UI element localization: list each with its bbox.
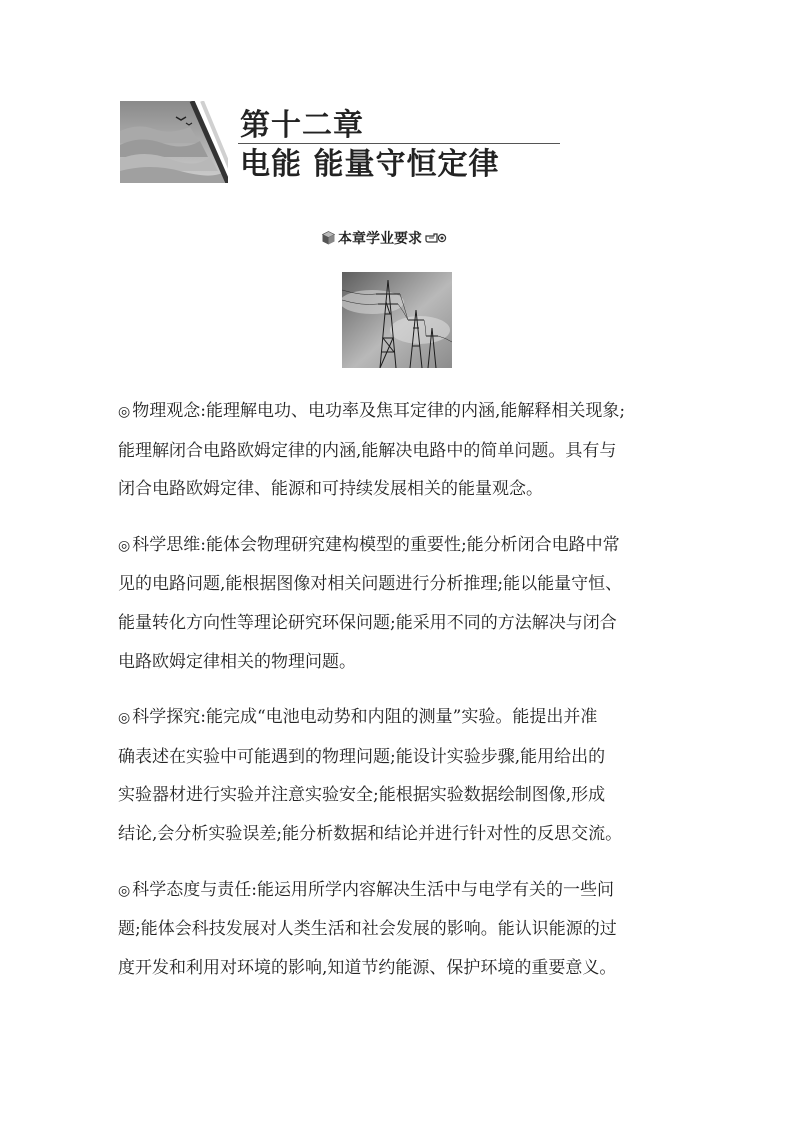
cube-icon	[322, 231, 335, 245]
requirements-list	[118, 392, 698, 1004]
requirement-line: ◎ 科学探究:能完成“电池电动势和内阻的测量”实验。能提出并准	[118, 707, 598, 728]
requirement-line: 题;能体会科技发展对人类生活和社会发展的影响。能认识能源的过	[118, 919, 617, 940]
requirement-section-scientific-inquiry	[118, 698, 698, 853]
landscape-banner-image	[120, 101, 228, 183]
requirement-line: 度开发和利用对环境的影响,知道节约能源、保护环境的重要意义。	[118, 957, 617, 978]
requirement-line: 实验器材进行实验并注意实验安全;能根据实验数据绘制图像,形成	[118, 785, 606, 806]
requirement-line: 电路欧姆定律相关的物理问题。	[118, 651, 356, 672]
requirement-line: 闭合电路欧姆定律、能源和可持续发展相关的能量观念。	[118, 479, 543, 500]
bullet-icon: ◎	[118, 710, 131, 727]
bullet-icon: ◎	[118, 882, 131, 899]
requirement-line: ◎ 科学态度与责任:能运用所学内容解决生活中与电学有关的一些问	[118, 879, 614, 900]
power-towers-photo	[342, 272, 452, 368]
chapter-number: 第十二章	[240, 108, 364, 143]
requirements-header	[322, 228, 447, 248]
requirements-label: 本章学业要求	[338, 231, 422, 247]
bullet-icon: ◎	[118, 537, 131, 554]
requirement-section-attitude-responsibility	[118, 871, 698, 988]
bullet-icon: ◎	[118, 404, 131, 420]
title-divider	[238, 143, 560, 144]
requirement-line: 结论,会分析实验误差;能分析数据和结论并进行针对性的反思交流。	[118, 823, 623, 844]
pointing-hand-icon	[425, 232, 447, 244]
requirement-line: 见的电路问题,能根据图像对相关问题进行分析推理;能以能量守恒、	[118, 574, 623, 595]
requirement-line: 能理解闭合电路欧姆定律的内涵,能解决电路中的简单问题。具有与	[118, 440, 617, 461]
requirement-line: 能量转化方向性等理论研究环保问题;能采用不同的方法解决与闭合	[118, 612, 617, 633]
requirement-section-physics-concepts	[118, 392, 698, 509]
requirement-section-scientific-thinking	[118, 526, 698, 681]
requirement-line: ◎ 科学思维:能体会物理研究建构模型的重要性;能分析闭合电路中常	[118, 534, 620, 555]
chapter-title: 电能 能量守恒定律	[240, 147, 500, 182]
requirement-line: ◎ 物理观念:能理解电功、电功率及焦耳定律的内涵,能解释相关现象;	[118, 401, 626, 421]
requirement-line: 确表述在实验中可能遇到的物理问题;能设计实验步骤,能用给出的	[118, 746, 606, 767]
